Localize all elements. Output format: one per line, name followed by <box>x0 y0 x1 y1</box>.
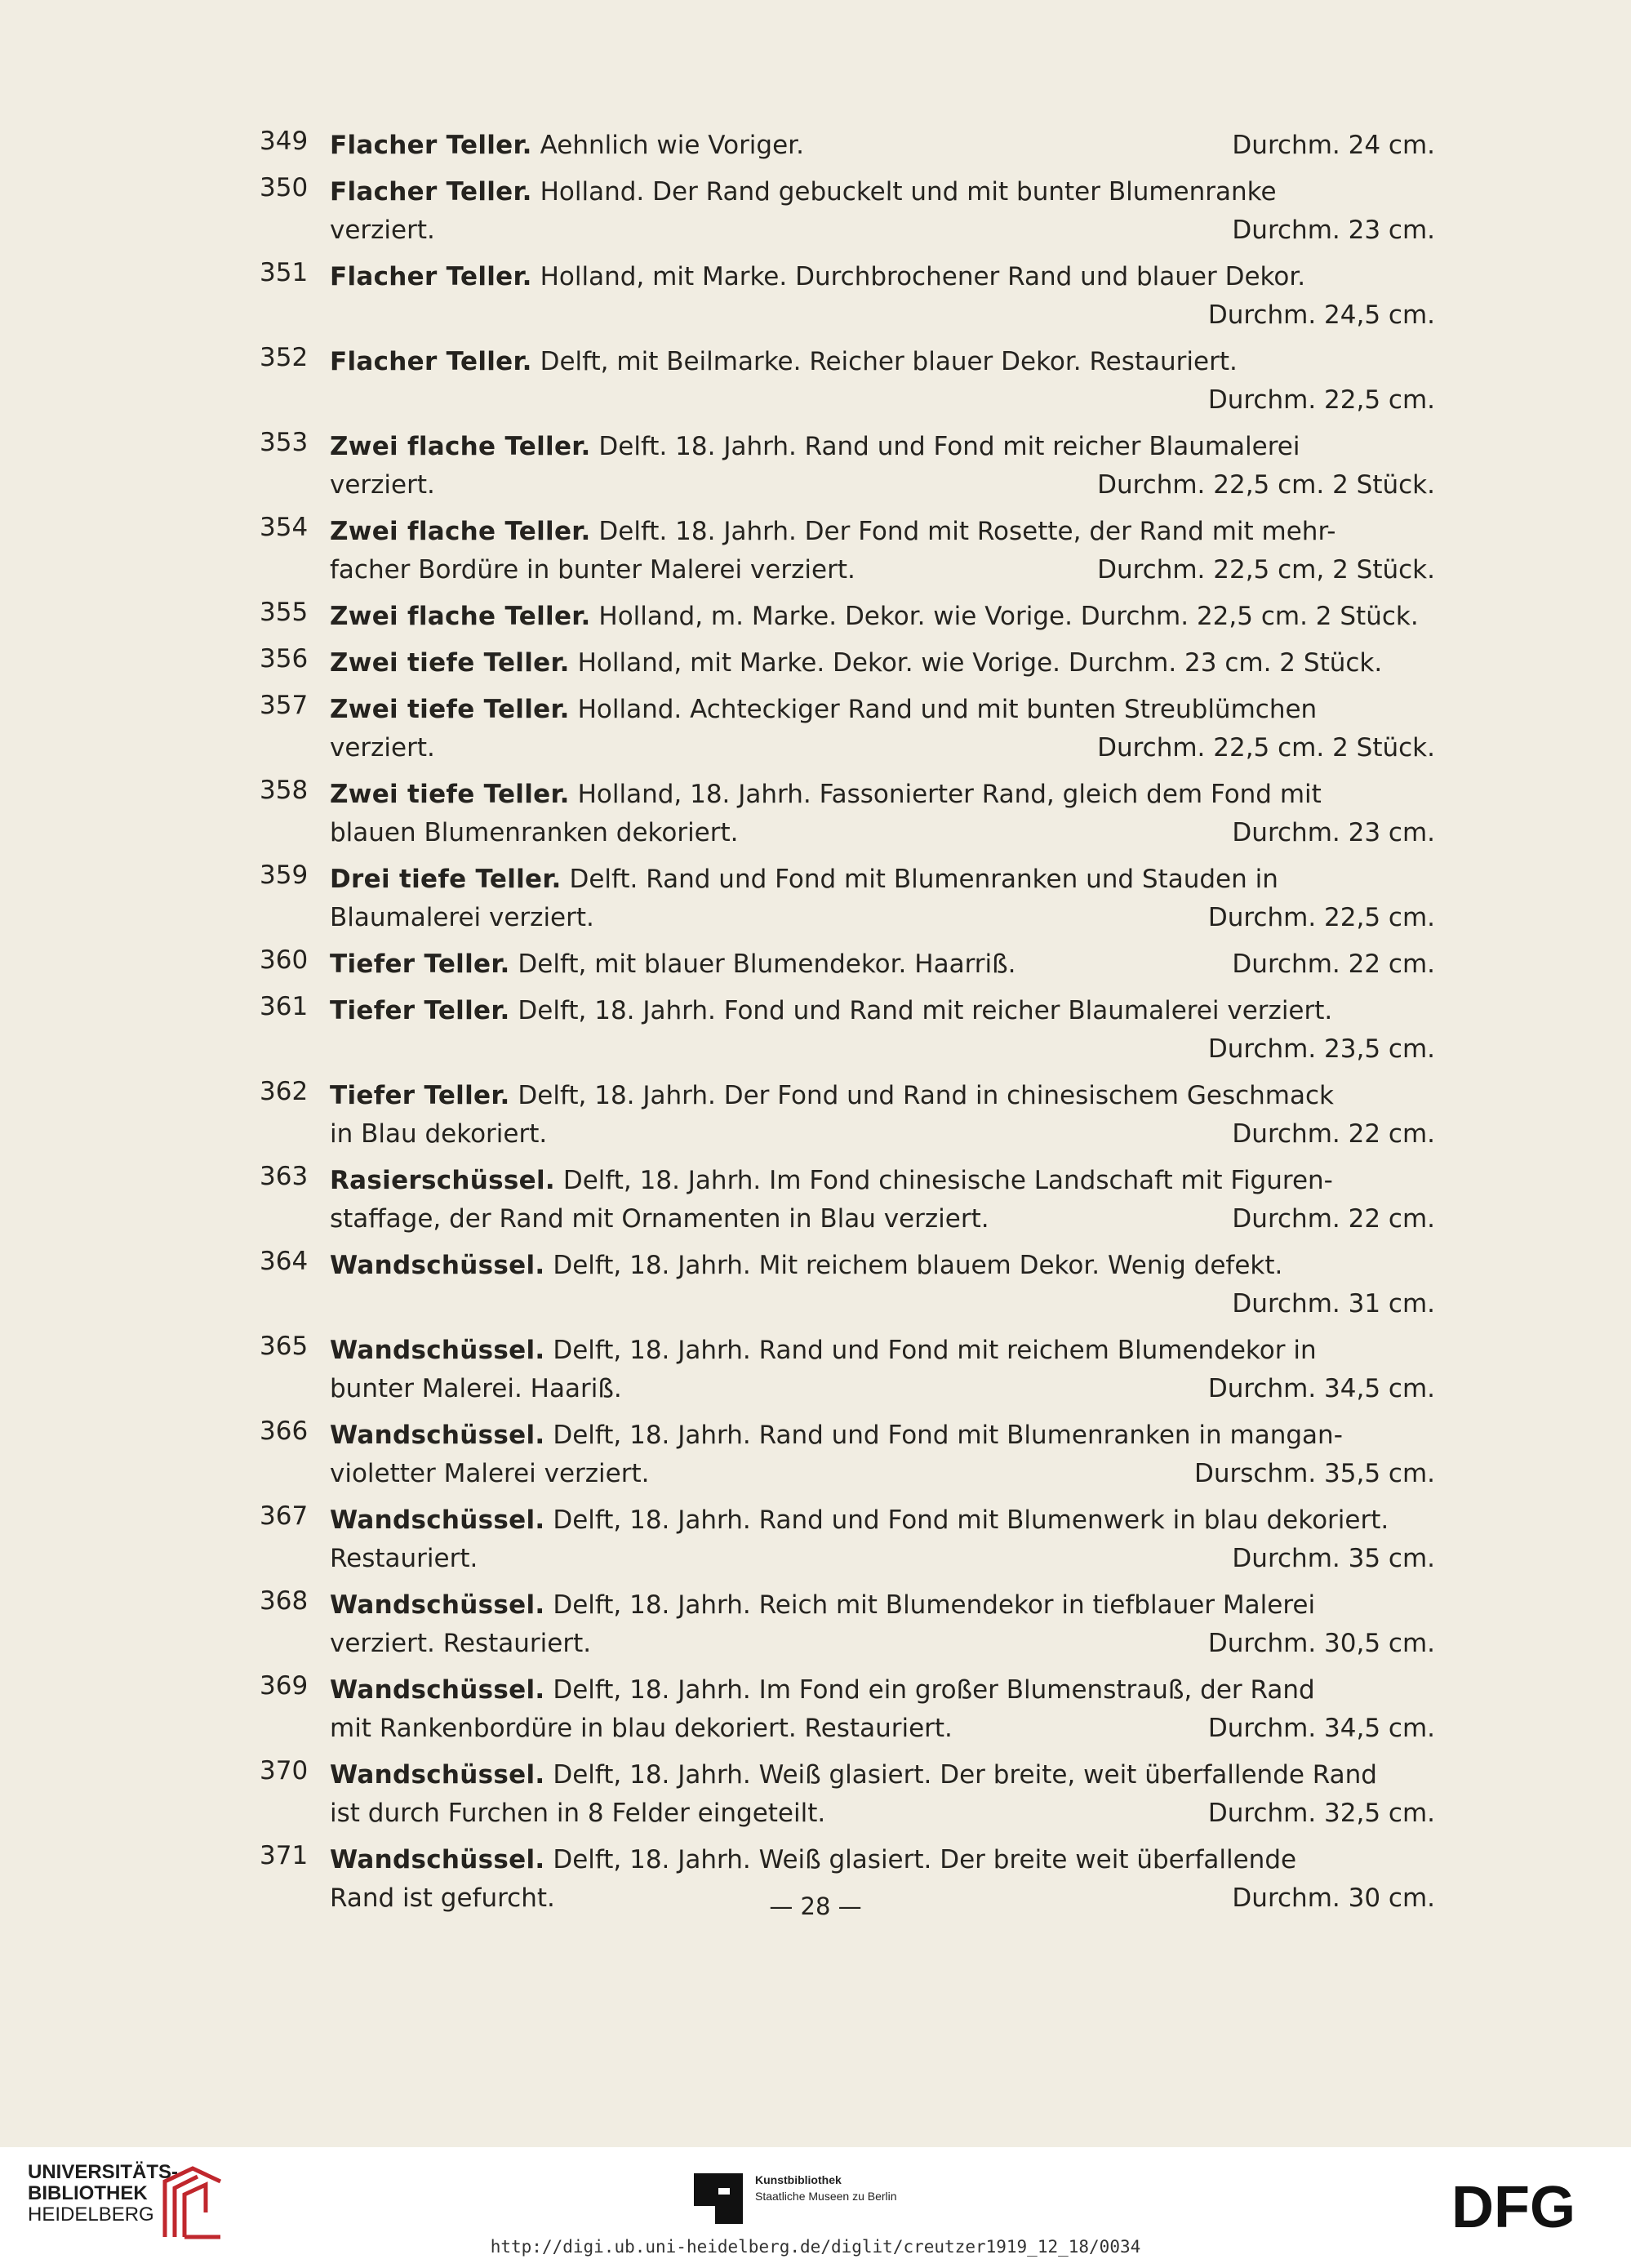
entry-number: 355 <box>260 598 309 627</box>
entry-description <box>330 691 1317 729</box>
entry-description <box>330 343 1238 381</box>
catalog-entry <box>260 1077 1435 1154</box>
entry-line <box>330 1416 1435 1455</box>
entry-line <box>330 729 1435 767</box>
item-name: Zwei tiefe Teller. <box>330 780 570 809</box>
entry-line <box>330 1756 1435 1794</box>
catalog-entry <box>260 776 1435 852</box>
entry-line <box>330 1501 1435 1540</box>
dfg-logo[interactable] <box>1451 2180 1607 2232</box>
catalog-entry <box>260 1501 1435 1578</box>
item-name: Wandschüssel. <box>330 1760 545 1790</box>
catalog-entry <box>260 945 1435 984</box>
entry-description <box>330 1756 1377 1794</box>
catalog-entry <box>260 691 1435 767</box>
entry-description <box>330 1162 1333 1200</box>
item-diameter: Durchm. 23 cm. <box>1232 818 1435 847</box>
item-diameter: Durchm. 22 cm. <box>1232 1119 1435 1149</box>
entry-line <box>330 945 1435 984</box>
item-text: Blaumalerei verziert. <box>330 903 594 932</box>
catalog-entry <box>260 258 1435 335</box>
entry-number: 356 <box>260 644 309 674</box>
entry-description <box>330 428 1300 466</box>
item-name: Flacher Teller. <box>330 177 532 207</box>
item-diameter: Durchm. 32,5 cm. <box>1207 1799 1435 1828</box>
kunstbibliothek-logo-icon <box>694 2173 743 2224</box>
entry-description <box>330 1370 622 1408</box>
entry-description <box>330 551 855 589</box>
catalog-entries <box>260 127 1435 1926</box>
item-name: Flacher Teller. <box>330 262 532 291</box>
item-diameter: Durchm. 34,5 cm. <box>1207 1374 1435 1403</box>
item-name: Wandschüssel. <box>330 1675 545 1705</box>
item-diameter: Durchm. 23,5 cm. <box>1207 1034 1435 1064</box>
catalog-entry <box>260 1671 1435 1748</box>
entry-description <box>330 1540 478 1578</box>
entry-description <box>330 513 1335 551</box>
item-diameter: Durchm. 30,5 cm. <box>1207 1629 1435 1658</box>
entry-number: 352 <box>260 343 309 372</box>
catalog-entry <box>260 1162 1435 1239</box>
item-text: Holland. Der Rand gebuckelt und mit bunter Blumenranke <box>531 177 1277 207</box>
item-text: Holland, m. Marke. Dekor. wie Vorige. Durchm. 22,5 cm. 2 Stück. <box>590 602 1419 631</box>
item-diameter: Durchm. 24,5 cm. <box>1207 300 1435 330</box>
kunstbibliothek-name: Kunstbibliothek <box>755 2173 842 2186</box>
entry-line <box>330 1332 1435 1370</box>
entry-line <box>330 381 1435 420</box>
item-diameter: Durchm. 22 cm. <box>1232 1204 1435 1234</box>
entry-line <box>330 1370 1435 1408</box>
item-text: staffage, der Rand mit Ornamenten in Blau verziert. <box>330 1204 989 1234</box>
item-text: Delft, mit blauer Blumendekor. Haarriß. <box>509 949 1016 979</box>
entry-description <box>330 211 435 250</box>
entry-number: 361 <box>260 992 309 1021</box>
catalog-entry <box>260 343 1435 420</box>
item-text: Delft. 18. Jahrh. Rand und Fond mit reicher Blaumalerei <box>590 432 1300 461</box>
item-name: Zwei tiefe Teller. <box>330 695 570 724</box>
entry-line <box>330 691 1435 729</box>
item-text: Delft, 18. Jahrh. Der Fond und Rand in chinesischem Geschmack <box>509 1081 1334 1110</box>
item-text: Delft, 18. Jahrh. Rand und Fond mit reichem Blumendekor in <box>544 1336 1317 1365</box>
item-text: Holland, mit Marke. Durchbrochener Rand und blauer Dekor. <box>531 262 1306 291</box>
item-text: Delft. Rand und Fond mit Blumenranken und Stauden in <box>561 865 1278 894</box>
entry-line <box>330 466 1435 505</box>
entry-line <box>330 1030 1435 1069</box>
entry-description <box>330 1332 1317 1370</box>
entry-line <box>330 296 1435 335</box>
entry-description <box>330 1247 1282 1285</box>
item-text: verziert. <box>330 733 435 763</box>
entry-description <box>330 173 1277 211</box>
item-text: Holland. Achteckiger Rand und mit bunten Streublümchen <box>569 695 1318 724</box>
item-diameter: Durchm. 24 cm. <box>1232 131 1435 160</box>
entry-number: 349 <box>260 127 309 156</box>
entry-description <box>330 1077 1334 1115</box>
entry-number: 369 <box>260 1671 309 1701</box>
entry-line <box>330 343 1435 381</box>
entry-number: 359 <box>260 861 309 890</box>
entry-number: 350 <box>260 173 309 202</box>
item-text: Holland, mit Marke. Dekor. wie Vorige. Durchm. 23 cm. 2 Stück. <box>569 648 1383 678</box>
catalog-entry <box>260 127 1435 165</box>
item-text: Delft, 18. Jahrh. Im Fond ein großer Blumenstrauß, der Rand <box>544 1675 1315 1705</box>
item-text: Holland, 18. Jahrh. Fassonierter Rand, gleich dem Fond mit <box>569 780 1322 809</box>
permalink-url[interactable]: http://digi.ub.uni-heidelberg.de/diglit/creutzer1919_12_18/0034 <box>490 2237 1141 2257</box>
item-name: Tiefer Teller. <box>330 996 510 1025</box>
item-text: Delft, 18. Jahrh. Im Fond chinesische Landschaft mit Figuren- <box>554 1166 1333 1195</box>
item-name: Wandschüssel. <box>330 1421 545 1450</box>
entry-line <box>330 1841 1435 1879</box>
entry-line <box>330 1077 1435 1115</box>
item-text: Aehnlich wie Voriger. <box>531 131 804 160</box>
entry-line <box>330 1200 1435 1239</box>
item-diameter: Durchm. 22 cm. <box>1232 949 1435 979</box>
entry-description <box>330 1794 825 1833</box>
entry-description <box>330 1115 547 1154</box>
entry-line <box>330 1247 1435 1285</box>
entry-line <box>330 1586 1435 1625</box>
entry-line <box>330 992 1435 1030</box>
catalog-entry <box>260 513 1435 589</box>
entry-line <box>330 814 1435 852</box>
item-name: Flacher Teller. <box>330 131 532 160</box>
item-name: Rasierschüssel. <box>330 1166 555 1195</box>
catalog-entry <box>260 428 1435 505</box>
catalog-entry <box>260 1247 1435 1323</box>
catalog-entry <box>260 598 1435 636</box>
item-name: Tiefer Teller. <box>330 1081 510 1110</box>
item-diameter: Durchm. 22,5 cm, 2 Stück. <box>1097 555 1435 585</box>
entry-description <box>330 644 1382 683</box>
item-diameter: Durchm. 22,5 cm. <box>1207 385 1435 415</box>
entry-line <box>330 1162 1435 1200</box>
entry-line <box>330 1115 1435 1154</box>
item-name: Wandschüssel. <box>330 1336 545 1365</box>
university-emblem-icon <box>160 2163 225 2242</box>
item-name: Wandschüssel. <box>330 1251 545 1280</box>
entry-line <box>330 598 1435 636</box>
entry-number: 353 <box>260 428 309 457</box>
entry-description <box>330 1586 1315 1625</box>
item-text: Delft, 18. Jahrh. Weiß glasiert. Der breite weit überfallende <box>544 1845 1297 1874</box>
catalog-entry <box>260 173 1435 250</box>
entry-line <box>330 127 1435 165</box>
entry-description <box>330 861 1278 899</box>
entry-line <box>330 1625 1435 1663</box>
entry-line <box>330 861 1435 899</box>
item-text: Delft, 18. Jahrh. Mit reichem blauem Dekor. Wenig defekt. <box>544 1251 1283 1280</box>
item-diameter: Durschm. 35,5 cm. <box>1194 1459 1435 1488</box>
entry-description <box>330 466 435 505</box>
item-text: in Blau dekoriert. <box>330 1119 548 1149</box>
entry-number: 351 <box>260 258 309 287</box>
entry-number: 368 <box>260 1586 309 1616</box>
entry-line <box>330 899 1435 937</box>
item-name: Zwei tiefe Teller. <box>330 648 570 678</box>
entry-description <box>330 1455 650 1493</box>
entry-description <box>330 992 1332 1030</box>
entry-line <box>330 644 1435 683</box>
entry-number: 358 <box>260 776 309 805</box>
entry-description <box>330 945 1016 984</box>
item-name: Zwei flache Teller. <box>330 517 591 546</box>
entry-number: 362 <box>260 1077 309 1106</box>
item-name: Zwei flache Teller. <box>330 602 591 631</box>
entry-line <box>330 428 1435 466</box>
entry-number: 357 <box>260 691 309 720</box>
entry-number: 363 <box>260 1162 309 1191</box>
item-diameter: Durchm. 22,5 cm. 2 Stück. <box>1097 470 1435 500</box>
entry-number: 370 <box>260 1756 309 1785</box>
item-name: Zwei flache Teller. <box>330 432 591 461</box>
item-name: Wandschüssel. <box>330 1845 545 1874</box>
catalog-entry <box>260 992 1435 1069</box>
entry-line <box>330 513 1435 551</box>
item-diameter: Durchm. 34,5 cm. <box>1207 1714 1435 1743</box>
entry-description <box>330 899 594 937</box>
entry-description <box>330 729 435 767</box>
entry-line <box>330 1671 1435 1710</box>
page-number: — 28 — <box>769 1892 862 1920</box>
university-library-logo[interactable] <box>28 2162 178 2226</box>
footer-bar <box>0 2147 1631 2268</box>
catalog-entry <box>260 1416 1435 1493</box>
entry-line <box>330 1285 1435 1323</box>
entry-number: 367 <box>260 1501 309 1531</box>
catalog-entry <box>260 1332 1435 1408</box>
item-text: mit Rankenbordüre in blau dekoriert. Restauriert. <box>330 1714 953 1743</box>
dfg-logo-text: DFG <box>1451 2180 1575 2232</box>
entry-line <box>330 211 1435 250</box>
item-text: verziert. Restauriert. <box>330 1629 592 1658</box>
item-text: Rand ist gefurcht. <box>330 1883 555 1913</box>
catalog-entry <box>260 1756 1435 1833</box>
entry-description <box>330 258 1305 296</box>
catalog-entry <box>260 861 1435 937</box>
entry-description <box>330 1501 1389 1540</box>
item-text: blauen Blumenranken dekoriert. <box>330 818 739 847</box>
item-diameter: Durchm. 23 cm. <box>1232 216 1435 245</box>
university-name-line1: UNIVERSITÄTS- <box>28 2161 179 2183</box>
item-name: Wandschüssel. <box>330 1590 545 1620</box>
entry-description <box>330 776 1322 814</box>
item-diameter: Durchm. 31 cm. <box>1232 1289 1435 1319</box>
entry-description <box>330 1710 953 1748</box>
entry-description <box>330 1200 989 1239</box>
item-text: verziert. <box>330 216 435 245</box>
entry-description <box>330 1671 1315 1710</box>
item-text: Delft, 18. Jahrh. Weiß glasiert. Der breite, weit überfallende Rand <box>544 1760 1377 1790</box>
entry-line <box>330 1794 1435 1833</box>
entry-number: 371 <box>260 1841 309 1870</box>
entry-line <box>330 1710 1435 1748</box>
catalog-entry <box>260 1586 1435 1663</box>
kunstbibliothek-label[interactable] <box>755 2172 897 2204</box>
entry-number: 364 <box>260 1247 309 1276</box>
entry-line <box>330 1455 1435 1493</box>
entry-number: 360 <box>260 945 309 975</box>
entry-description <box>330 1841 1296 1879</box>
entry-description <box>330 1625 591 1663</box>
item-text: ist durch Furchen in 8 Felder eingeteilt. <box>330 1799 826 1828</box>
item-diameter: Durchm. 22,5 cm. <box>1207 903 1435 932</box>
item-text: violetter Malerei verziert. <box>330 1459 650 1488</box>
item-text: Restauriert. <box>330 1544 478 1573</box>
entry-line <box>330 1540 1435 1578</box>
entry-description <box>330 598 1419 636</box>
entry-description <box>330 1416 1343 1455</box>
entry-line <box>330 173 1435 211</box>
item-text: Delft, 18. Jahrh. Rand und Fond mit Blumenwerk in blau dekoriert. <box>544 1505 1389 1535</box>
entry-number: 365 <box>260 1332 309 1361</box>
item-name: Tiefer Teller. <box>330 949 510 979</box>
catalog-entry <box>260 644 1435 683</box>
item-text: facher Bordüre in bunter Malerei verziert. <box>330 555 855 585</box>
entry-line <box>330 776 1435 814</box>
item-text: Delft. 18. Jahrh. Der Fond mit Rosette, der Rand mit mehr- <box>590 517 1336 546</box>
item-text: Delft, 18. Jahrh. Reich mit Blumendekor in tiefblauer Malerei <box>544 1590 1316 1620</box>
entry-number: 354 <box>260 513 309 542</box>
item-text: verziert. <box>330 470 435 500</box>
item-name: Wandschüssel. <box>330 1505 545 1535</box>
university-name-line2: BIBLIOTHEK <box>28 2182 148 2204</box>
entry-description <box>330 127 804 165</box>
entry-line <box>330 551 1435 589</box>
item-diameter: Durchm. 22,5 cm. 2 Stück. <box>1097 733 1435 763</box>
item-text: Delft, mit Beilmarke. Reicher blauer Dekor. Restauriert. <box>531 347 1238 376</box>
item-name: Flacher Teller. <box>330 347 532 376</box>
entry-line <box>330 258 1435 296</box>
university-name-line3: HEIDELBERG <box>28 2204 154 2226</box>
entry-description <box>330 814 739 852</box>
kunstbibliothek-subtitle: Staatliche Museen zu Berlin <box>755 2190 897 2203</box>
item-diameter: Durchm. 30 cm. <box>1232 1883 1435 1913</box>
item-diameter: Durchm. 35 cm. <box>1232 1544 1435 1573</box>
item-text: Delft, 18. Jahrh. Rand und Fond mit Blumenranken in mangan- <box>544 1421 1343 1450</box>
entry-number: 366 <box>260 1416 309 1446</box>
item-text: Delft, 18. Jahrh. Fond und Rand mit reicher Blaumalerei verziert. <box>509 996 1333 1025</box>
item-name: Drei tiefe Teller. <box>330 865 562 894</box>
item-text: bunter Malerei. Haariß. <box>330 1374 622 1403</box>
